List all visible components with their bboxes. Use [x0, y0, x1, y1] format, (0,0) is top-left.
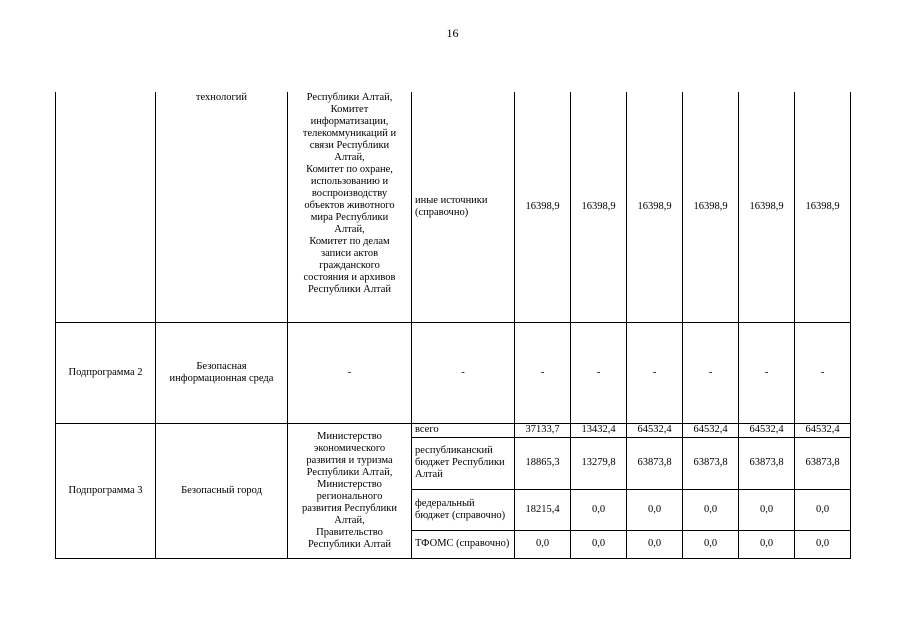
value-cell: 64532,4	[739, 423, 795, 437]
value-cell: 13432,4	[571, 423, 627, 437]
value-cell: 0,0	[683, 530, 739, 558]
executors-cell: Министерство экономического развития и туризма Республики Алтай, Министерство регионального развития Республики Алтай, Правительство Республики Алтай	[288, 423, 412, 558]
title-cell: технологий	[156, 92, 288, 322]
table-row	[56, 92, 851, 322]
source-cell: федеральный бюджет (справочно)	[412, 489, 515, 530]
value-cell: 16398,9	[627, 92, 683, 322]
budget-table	[55, 92, 851, 559]
source-cell: иные источники (справочно)	[412, 92, 515, 322]
value-cell: 0,0	[795, 530, 851, 558]
value-cell: 16398,9	[795, 92, 851, 322]
executors-cell: Республики Алтай, Комитет информатизации, телекоммуникаций и связи Республики Алтай, Комитет по охране, использованию и воспроизводству объектов животного мира Республики Алтай, Комитет по делам записи актов гражданского состояния и архивов Республики Алтай	[288, 92, 412, 322]
subprogram-name: Подпрограмма 2	[56, 322, 156, 423]
value-cell: 13279,8	[571, 437, 627, 489]
value-cell: 16398,9	[683, 92, 739, 322]
value-cell: 63873,8	[739, 437, 795, 489]
value-cell: 63873,8	[795, 437, 851, 489]
value-cell: 0,0	[515, 530, 571, 558]
value-cell: 0,0	[683, 489, 739, 530]
value-cell: 18865,3	[515, 437, 571, 489]
value-cell: -	[683, 322, 739, 423]
source-cell: всего	[412, 423, 515, 437]
value-cell: 64532,4	[627, 423, 683, 437]
table-row	[56, 322, 851, 423]
page-number: 16	[446, 26, 459, 40]
value-cell: 0,0	[571, 530, 627, 558]
value-cell: 63873,8	[627, 437, 683, 489]
value-cell: 16398,9	[515, 92, 571, 322]
value-cell: 0,0	[571, 489, 627, 530]
subprogram-title: Безопасная информационная среда	[156, 322, 288, 423]
value-cell: 37133,7	[515, 423, 571, 437]
value-cell: 0,0	[739, 489, 795, 530]
value-cell: -	[627, 322, 683, 423]
value-cell: 0,0	[627, 530, 683, 558]
value-cell: 64532,4	[683, 423, 739, 437]
source-cell: республиканский бюджет Республики Алтай	[412, 437, 515, 489]
value-cell: 16398,9	[739, 92, 795, 322]
value-cell: 0,0	[795, 489, 851, 530]
value-cell: -	[571, 322, 627, 423]
value-cell: -	[515, 322, 571, 423]
subprogram-title: Безопасный город	[156, 423, 288, 558]
value-cell: 63873,8	[683, 437, 739, 489]
value-cell: -	[739, 322, 795, 423]
source-cell: -	[412, 322, 515, 423]
value-cell: -	[795, 322, 851, 423]
subprogram-cell	[56, 92, 156, 322]
value-cell: 18215,4	[515, 489, 571, 530]
subprogram-name: Подпрограмма 3	[56, 423, 156, 558]
table-row	[56, 423, 851, 437]
value-cell: 64532,4	[795, 423, 851, 437]
value-cell: 0,0	[627, 489, 683, 530]
source-cell: ТФОМС (справочно)	[412, 530, 515, 558]
value-cell: 16398,9	[571, 92, 627, 322]
value-cell: 0,0	[739, 530, 795, 558]
executors-cell: -	[288, 322, 412, 423]
